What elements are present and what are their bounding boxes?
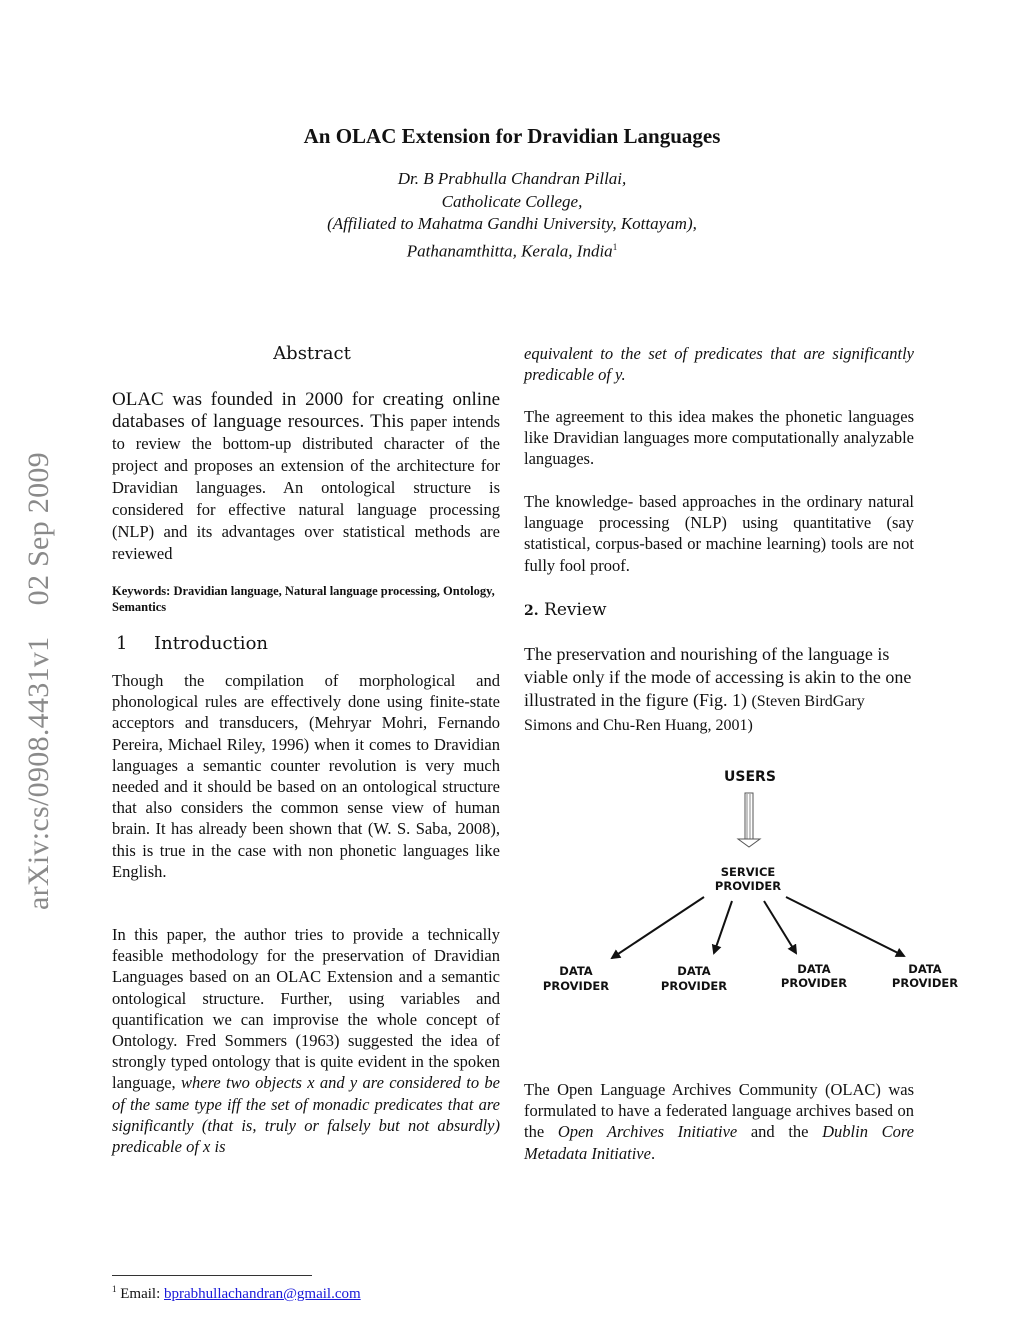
footnote-rule	[112, 1275, 312, 1276]
data-provider-1-line2: PROVIDER	[542, 979, 610, 993]
down-arrow-icon	[738, 793, 760, 847]
introduction-heading	[116, 633, 268, 654]
abstract-text-large: OLAC was founded in 2000 for creating online databases of language resources. This	[112, 389, 500, 432]
author-block	[0, 168, 1024, 263]
paragraph-olac-oai: Open Archives Initiative	[557, 1122, 738, 1142]
service-provider-label-line2: PROVIDER	[714, 879, 782, 893]
intro-paragraph-2	[112, 924, 500, 1157]
data-provider-3-line2: PROVIDER	[780, 976, 848, 990]
data-provider-4-line2: PROVIDER	[891, 976, 959, 990]
paragraph-knowledge: The knowledge- based approaches in the ordinary natural language processing (NLP) using quantitative (say statistical, corpus-based or machine learning) tools are not fully fool proof.	[524, 492, 914, 575]
review-title: Review	[544, 600, 607, 620]
arrow-to-provider-4	[786, 897, 904, 956]
data-provider-4-line1: DATA	[908, 962, 942, 976]
keywords: Keywords: Dravidian language, Natural language processing, Ontology, Semantics	[112, 584, 495, 614]
email-link[interactable]: bprabhullachandran@gmail.com	[164, 1286, 361, 1302]
intro-paragraph-1: Though the compilation of morphological and phonological rules are effectively done using finite-state acceptors and transducers, (Mehryar Mohri, Fernando Pereira, Michael Riley, 1996) when it comes to Dravidian languages a semantic counter revolution is very much needed and it should be based on an ontological structure that also considers the common sense view of human brain. It has already been shown that (W. S. Saba, 2008), this is true in the case with non phonetic languages like English.	[112, 671, 500, 881]
data-provider-3-line1: DATA	[797, 962, 831, 976]
arrow-to-provider-2	[714, 901, 732, 953]
footnote	[112, 1284, 361, 1303]
data-provider-2-line1: DATA	[677, 964, 711, 978]
intro-paragraph-2-italic: where two objects x and y are considered to be of the same type iff the set of monadic predicates that are significantly (that is, truly or falsely but not absurdly) predicable of x is	[112, 1073, 501, 1157]
data-provider-1-line1: DATA	[559, 964, 593, 978]
paragraph-preservation-text: The preservation and nourishing of the language is viable only if the mode of accessing is akin to the one illustrated in the figure (Fig. 1)	[524, 644, 912, 710]
author-institution: Catholicate College,	[441, 191, 583, 211]
data-provider-2-line2: PROVIDER	[660, 979, 728, 993]
paragraph-preservation-citation: (Steven BirdGary Simons and Chu-Ren Huang, 2001)	[524, 693, 865, 734]
author-name: Dr. B Prabhulla Chandran Pillai,	[397, 169, 627, 188]
paper-title: An OLAC Extension for Dravidian Languages	[303, 124, 721, 148]
paragraph-olac-dcmi: Dublin Core Metadata Initiative	[524, 1122, 914, 1163]
abstract-text	[112, 389, 500, 565]
introduction-number: 1	[116, 633, 128, 654]
intro-paragraph-2-text: In this paper, the author tries to provide a technically feasible methodology for the preservation of Dravidian Languages based on an OLAC Extension and a semantic ontological structure. Further, using variables and quantification we can improvise the whole concept of Ontology. Fred Sommers (1963) suggested the idea of strongly typed ontology that is quite evident in the spoken language,	[112, 925, 500, 1093]
author-footnote-mark: 1	[612, 241, 618, 252]
continuation-italic: equivalent to the set of predicates that are significantly predicable of y.	[524, 344, 914, 385]
review-heading	[524, 600, 607, 620]
abstract-text-small: paper intends to review the bottom-up distributed character of the project and proposes an extension of the architecture for Dravidian languages. An ontological structure is considered for effective natural language processing (NLP) and its advantages over statistical methods are reviewed	[112, 412, 500, 563]
footnote-label: Email:	[120, 1286, 161, 1302]
abstract-heading: Abstract	[273, 343, 351, 364]
architecture-figure	[524, 760, 974, 1000]
paragraph-olac-text-2: and the	[750, 1122, 809, 1142]
paragraph-olac-text-1: The Open Language Archives Community (OLAC) was formulated to have a federated language archives based on the	[524, 1080, 914, 1142]
arxiv-stamp: arXiv:cs/0908.4431v1 02 Sep 2009	[22, 452, 55, 910]
introduction-title: Introduction	[154, 633, 268, 654]
author-location-text: Pathanamthitta, Kerala, India	[406, 241, 613, 261]
review-number: 2.	[524, 603, 539, 619]
users-label: USERS	[724, 769, 776, 785]
footnote-mark: 1	[112, 1284, 117, 1294]
author-affiliation: (Affiliated to Mahatma Gandhi University, Kottayam),	[327, 214, 697, 233]
service-provider-label-line1: SERVICE	[720, 865, 776, 879]
paragraph-agreement: The agreement to this idea makes the phonetic languages like Dravidian languages more computationally analyzable languages.	[524, 407, 914, 469]
arrow-to-provider-1	[612, 897, 704, 958]
arrow-to-provider-3	[764, 901, 796, 953]
paragraph-olac-text-3: .	[650, 1143, 656, 1163]
paragraph-preservation	[524, 643, 914, 737]
author-location	[0, 236, 1024, 263]
paragraph-olac	[524, 1079, 914, 1164]
